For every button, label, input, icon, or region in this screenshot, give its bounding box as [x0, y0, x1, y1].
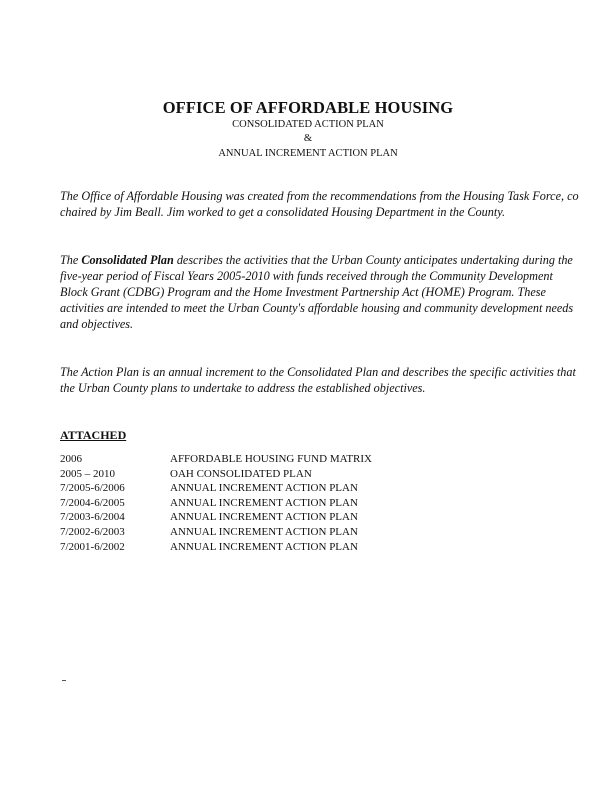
attached-item-date: 2006 [60, 453, 82, 465]
attached-item-description: ANNUAL INCREMENT ACTION PLAN [170, 482, 358, 495]
attached-item-description: ANNUAL INCREMENT ACTION PLAN [170, 525, 358, 538]
consolidated-plan-paragraph [60, 252, 580, 332]
page-title: OFFICE OF AFFORDABLE HOUSING [162, 98, 454, 117]
subtitle-ampersand: & [303, 133, 313, 144]
attached-item-description: AFFORDABLE HOUSING FUND MATRIX [170, 453, 372, 465]
attached-item [60, 510, 520, 525]
attached-item-date: 7/2002-6/2003 [60, 525, 125, 538]
attached-item-date: 7/2003-6/2004 [60, 511, 125, 524]
consolidated-prefix: The [60, 253, 82, 267]
attached-item [60, 540, 520, 555]
attached-item [60, 452, 520, 467]
subtitle-annual-increment-action-plan: ANNUAL INCREMENT ACTION PLAN [218, 148, 398, 159]
action-plan-paragraph: The Action Plan is an annual increment to the Consolidated Plan and describes the specific activities that the Urban County plans to undertake to address the established objectives. [60, 365, 576, 395]
attached-list [60, 452, 520, 554]
attached-item-date: 7/2004-6/2005 [60, 496, 125, 509]
intro-paragraph: The Office of Affordable Housing was created from the recommendations from the Housing Task Force, co chaired by Jim Beall. Jim worked to get a consolidated Housing Department in the County. [60, 189, 579, 219]
attached-item-description: ANNUAL INCREMENT ACTION PLAN [170, 540, 358, 553]
attached-item-date: 7/2005-6/2006 [60, 482, 125, 495]
consolidated-body: describes the activities that the Urban County anticipates undertaking during the five-year period of Fiscal Years 2005-2010 with funds received through the Community Development Block Grant (CDBG) Program and the Home Investment Partnership Act (HOME) Program. These activities are intended to meet the Urban County's affordable housing and community development needs and objectives. [60, 253, 574, 331]
scan-speck [62, 680, 66, 681]
attached-item-date: 2005 – 2010 [60, 467, 115, 480]
subtitle-consolidated-action-plan: CONSOLIDATED ACTION PLAN [232, 119, 384, 130]
attached-item-description: ANNUAL INCREMENT ACTION PLAN [170, 496, 358, 509]
attached-item-description: OAH CONSOLIDATED PLAN [170, 467, 312, 480]
attached-item [60, 496, 520, 511]
attached-item [60, 467, 520, 482]
attached-item-date: 7/2001-6/2002 [60, 540, 125, 553]
attached-item [60, 525, 520, 540]
consolidated-plan-term: Consolidated Plan [81, 253, 174, 267]
attached-heading: ATTACHED [60, 428, 127, 442]
attached-item-description: ANNUAL INCREMENT ACTION PLAN [170, 511, 358, 524]
attached-item [60, 481, 520, 496]
